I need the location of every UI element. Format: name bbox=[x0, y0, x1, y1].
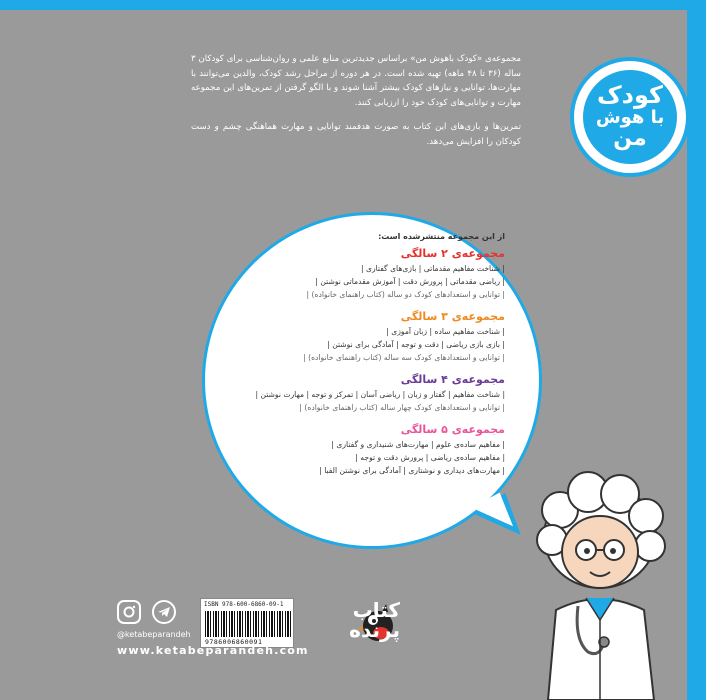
group-line: | شناخت مفاهیم مقدماتی | بازی‌های گفتاری | bbox=[361, 264, 505, 273]
series-logo-badge bbox=[583, 70, 677, 164]
group-line: | توانایی و استعدادهای کودک چهار ساله (کتاب راهنمای خانواده) | bbox=[299, 403, 505, 412]
intro-text bbox=[191, 52, 521, 159]
series-group-age-5 bbox=[220, 423, 505, 477]
group-title: مجموعه‌ی ۳ سالگی bbox=[400, 310, 505, 323]
logo-line-1: کودک bbox=[597, 81, 663, 110]
group-title: مجموعه‌ی ۴ سالگی bbox=[400, 373, 505, 386]
intro-paragraph-1: مجموعه‌ی «کودک باهوش من» براساس جدیدترین منابع علمی و روان‌شناسی برای کودکان ۳ ساله (۳۶ تا ۴۸ ماهه) تهیه شده است. در هر دوره از مراحل رشد کودک، والدین می‌توانند با مهارت‌ها، توانایی و نیازهای کودک بیشتر آشنا شوند و با الگو گرفتن از تمرین‌های این مجموعه مهارت و توانایی‌های کودک خود را ارزیابی کنند. bbox=[191, 54, 521, 108]
group-line: | شناخت مفاهیم ساده | زبان آموزی | bbox=[386, 327, 505, 336]
group-line: | شناخت مفاهیم | گفتار و زبان | ریاضی آسان | تمرکز و توجه | مهارت نوشتن | bbox=[255, 390, 505, 399]
social-handle[interactable]: @ketabeparandeh bbox=[117, 630, 191, 639]
group-line: | ریاضی مقدماتی | پرورش دقت | آموزش مقدماتی نوشتن | bbox=[315, 277, 505, 286]
group-line: | مفاهیم ساده‌ی علوم | مهارت‌های شنیداری و گفتاری | bbox=[331, 440, 505, 449]
series-list bbox=[220, 232, 505, 486]
group-line: | مهارت‌های دیداری و نوشتاری | آمادگی برای نوشتن الفبا | bbox=[319, 466, 505, 475]
website-link[interactable]: www.ketabeparandeh.com bbox=[117, 644, 309, 657]
logo-line-3: من bbox=[613, 126, 647, 152]
instagram-glyph-icon bbox=[119, 602, 139, 622]
publisher-logo bbox=[300, 594, 400, 650]
isbn-barcode-box bbox=[200, 598, 294, 648]
group-line: | بازی بازی ریاضی | دقت و توجه | آمادگی برای نوشتن | bbox=[327, 340, 505, 349]
logo-line-2: با هوش bbox=[595, 106, 665, 128]
series-logo bbox=[570, 57, 690, 177]
series-intro: از این مجموعه منتشرشده است: bbox=[378, 232, 505, 241]
instagram-icon[interactable] bbox=[117, 600, 141, 624]
group-line: | مفاهیم ساده‌ی ریاضی | پرورش دقت و توجه | bbox=[355, 453, 505, 462]
barcode-number: 9786006860091 bbox=[205, 638, 263, 646]
group-title: مجموعه‌ی ۵ سالگی bbox=[400, 423, 505, 436]
top-strip bbox=[0, 0, 706, 10]
group-line: | توانایی و استعدادهای کودک سه ساله (کتاب راهنمای خانواده) | bbox=[303, 353, 505, 362]
isbn-label: ISBN 978-600-6860-09-1 bbox=[204, 601, 284, 608]
group-title: مجموعه‌ی ۲ سالگی bbox=[400, 247, 505, 260]
telegram-glyph-icon bbox=[154, 602, 174, 622]
series-group-age-2 bbox=[220, 247, 505, 301]
telegram-icon[interactable] bbox=[152, 600, 176, 624]
intro-paragraph-2: تمرین‌ها و بازی‌های این کتاب به صورت هدفمند توانایی و مهارت هماهنگی چشم و دست کودکان را افزایش می‌دهد. bbox=[191, 122, 521, 147]
group-line: | توانایی و استعدادهای کودک دو ساله (کتاب راهنمای خانواده) | bbox=[306, 290, 505, 299]
series-group-age-3 bbox=[220, 310, 505, 364]
doctor-character-illustration bbox=[508, 470, 706, 700]
series-group-age-4 bbox=[220, 373, 505, 414]
barcode-icon bbox=[205, 611, 291, 637]
publisher-name: کتاب پرنده bbox=[349, 598, 400, 642]
